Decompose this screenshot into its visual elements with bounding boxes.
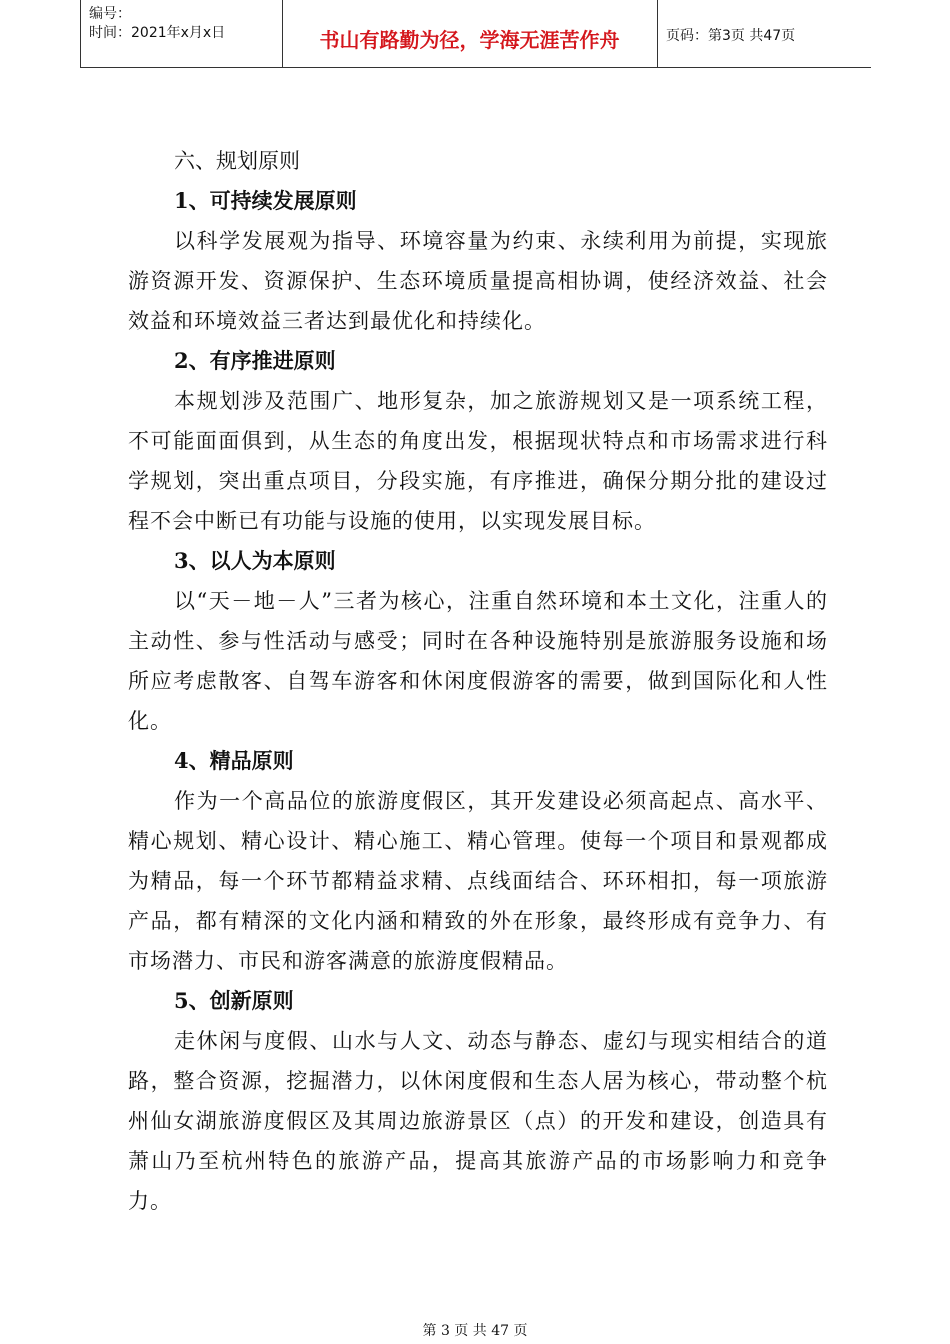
- paragraph-orderly: 本规划涉及范围广、地形复杂，加之旅游规划又是一项系统工程，不可能面面俱到，从生态的角度出发，根据现状特点和市场需求进行科学规划，突出重点项目，分段实施，有序推进，确保分期分批的建设过程不会中断已有功能与设施的使用，以实现发展目标。: [128, 389, 828, 533]
- document-time-label: 时间：2021年x月x日: [89, 25, 226, 41]
- subheading-innovation: 5、创新原则: [174, 988, 294, 1013]
- header-motto-cell: [282, 0, 658, 67]
- document-body: [128, 141, 828, 1221]
- paragraph-people-oriented: 以“天－地－人”三者为核心，注重自然环境和本土文化，注重人的主动性、参与性活动与感受；同时在各种设施特别是旅游服务设施和场所应考虑散客、自驾车游客和休闲度假游客的需要，做到国际化和人性化。: [128, 589, 828, 733]
- subheading-sustainable: 1、可持续发展原则: [174, 188, 357, 213]
- header-meta-cell: [81, 0, 283, 67]
- document-number-label: 编号：: [89, 6, 131, 22]
- section-title: 六、规划原则: [174, 149, 300, 173]
- header-page-info: 页码：第3页 共47页: [666, 28, 796, 44]
- header-page-cell: [658, 0, 871, 67]
- page-footer: 第 3 页 共 47 页: [422, 1323, 528, 1339]
- paragraph-innovation: 走休闲与度假、山水与人文、动态与静态、虚幻与现实相结合的道路，整合资源，挖掘潜力，以休闲度假和生态人居为核心，带动整个杭州仙女湖旅游度假区及其周边旅游景区（点）的开发和建设，创造具有萧山乃至杭州特色的旅游产品，提高其旅游产品的市场影响力和竞争力。: [128, 1029, 828, 1213]
- paragraph-sustainable: 以科学发展观为指导、环境容量为约束、永续利用为前提，实现旅游资源开发、资源保护、生态环境质量提高相协调，使经济效益、社会效益和环境效益三者达到最优化和持续化。: [128, 229, 828, 333]
- subheading-quality: 4、精品原则: [174, 748, 294, 773]
- page-header: [80, 0, 871, 68]
- subheading-orderly: 2、有序推进原则: [174, 348, 336, 373]
- paragraph-quality: 作为一个高品位的旅游度假区，其开发建设必须高起点、高水平、精心规划、精心设计、精心施工、精心管理。使每一个项目和景观都成为精品，每一个环节都精益求精、点线面结合、环环相扣，每一项旅游产品，都有精深的文化内涵和精致的外在形象，最终形成有竞争力、有市场潜力、市民和游客满意的旅游度假精品。: [128, 789, 828, 973]
- subheading-people-oriented: 3、以人为本原则: [174, 548, 336, 573]
- header-motto: 书山有路勤为径，学海无涯苦作舟: [319, 28, 620, 52]
